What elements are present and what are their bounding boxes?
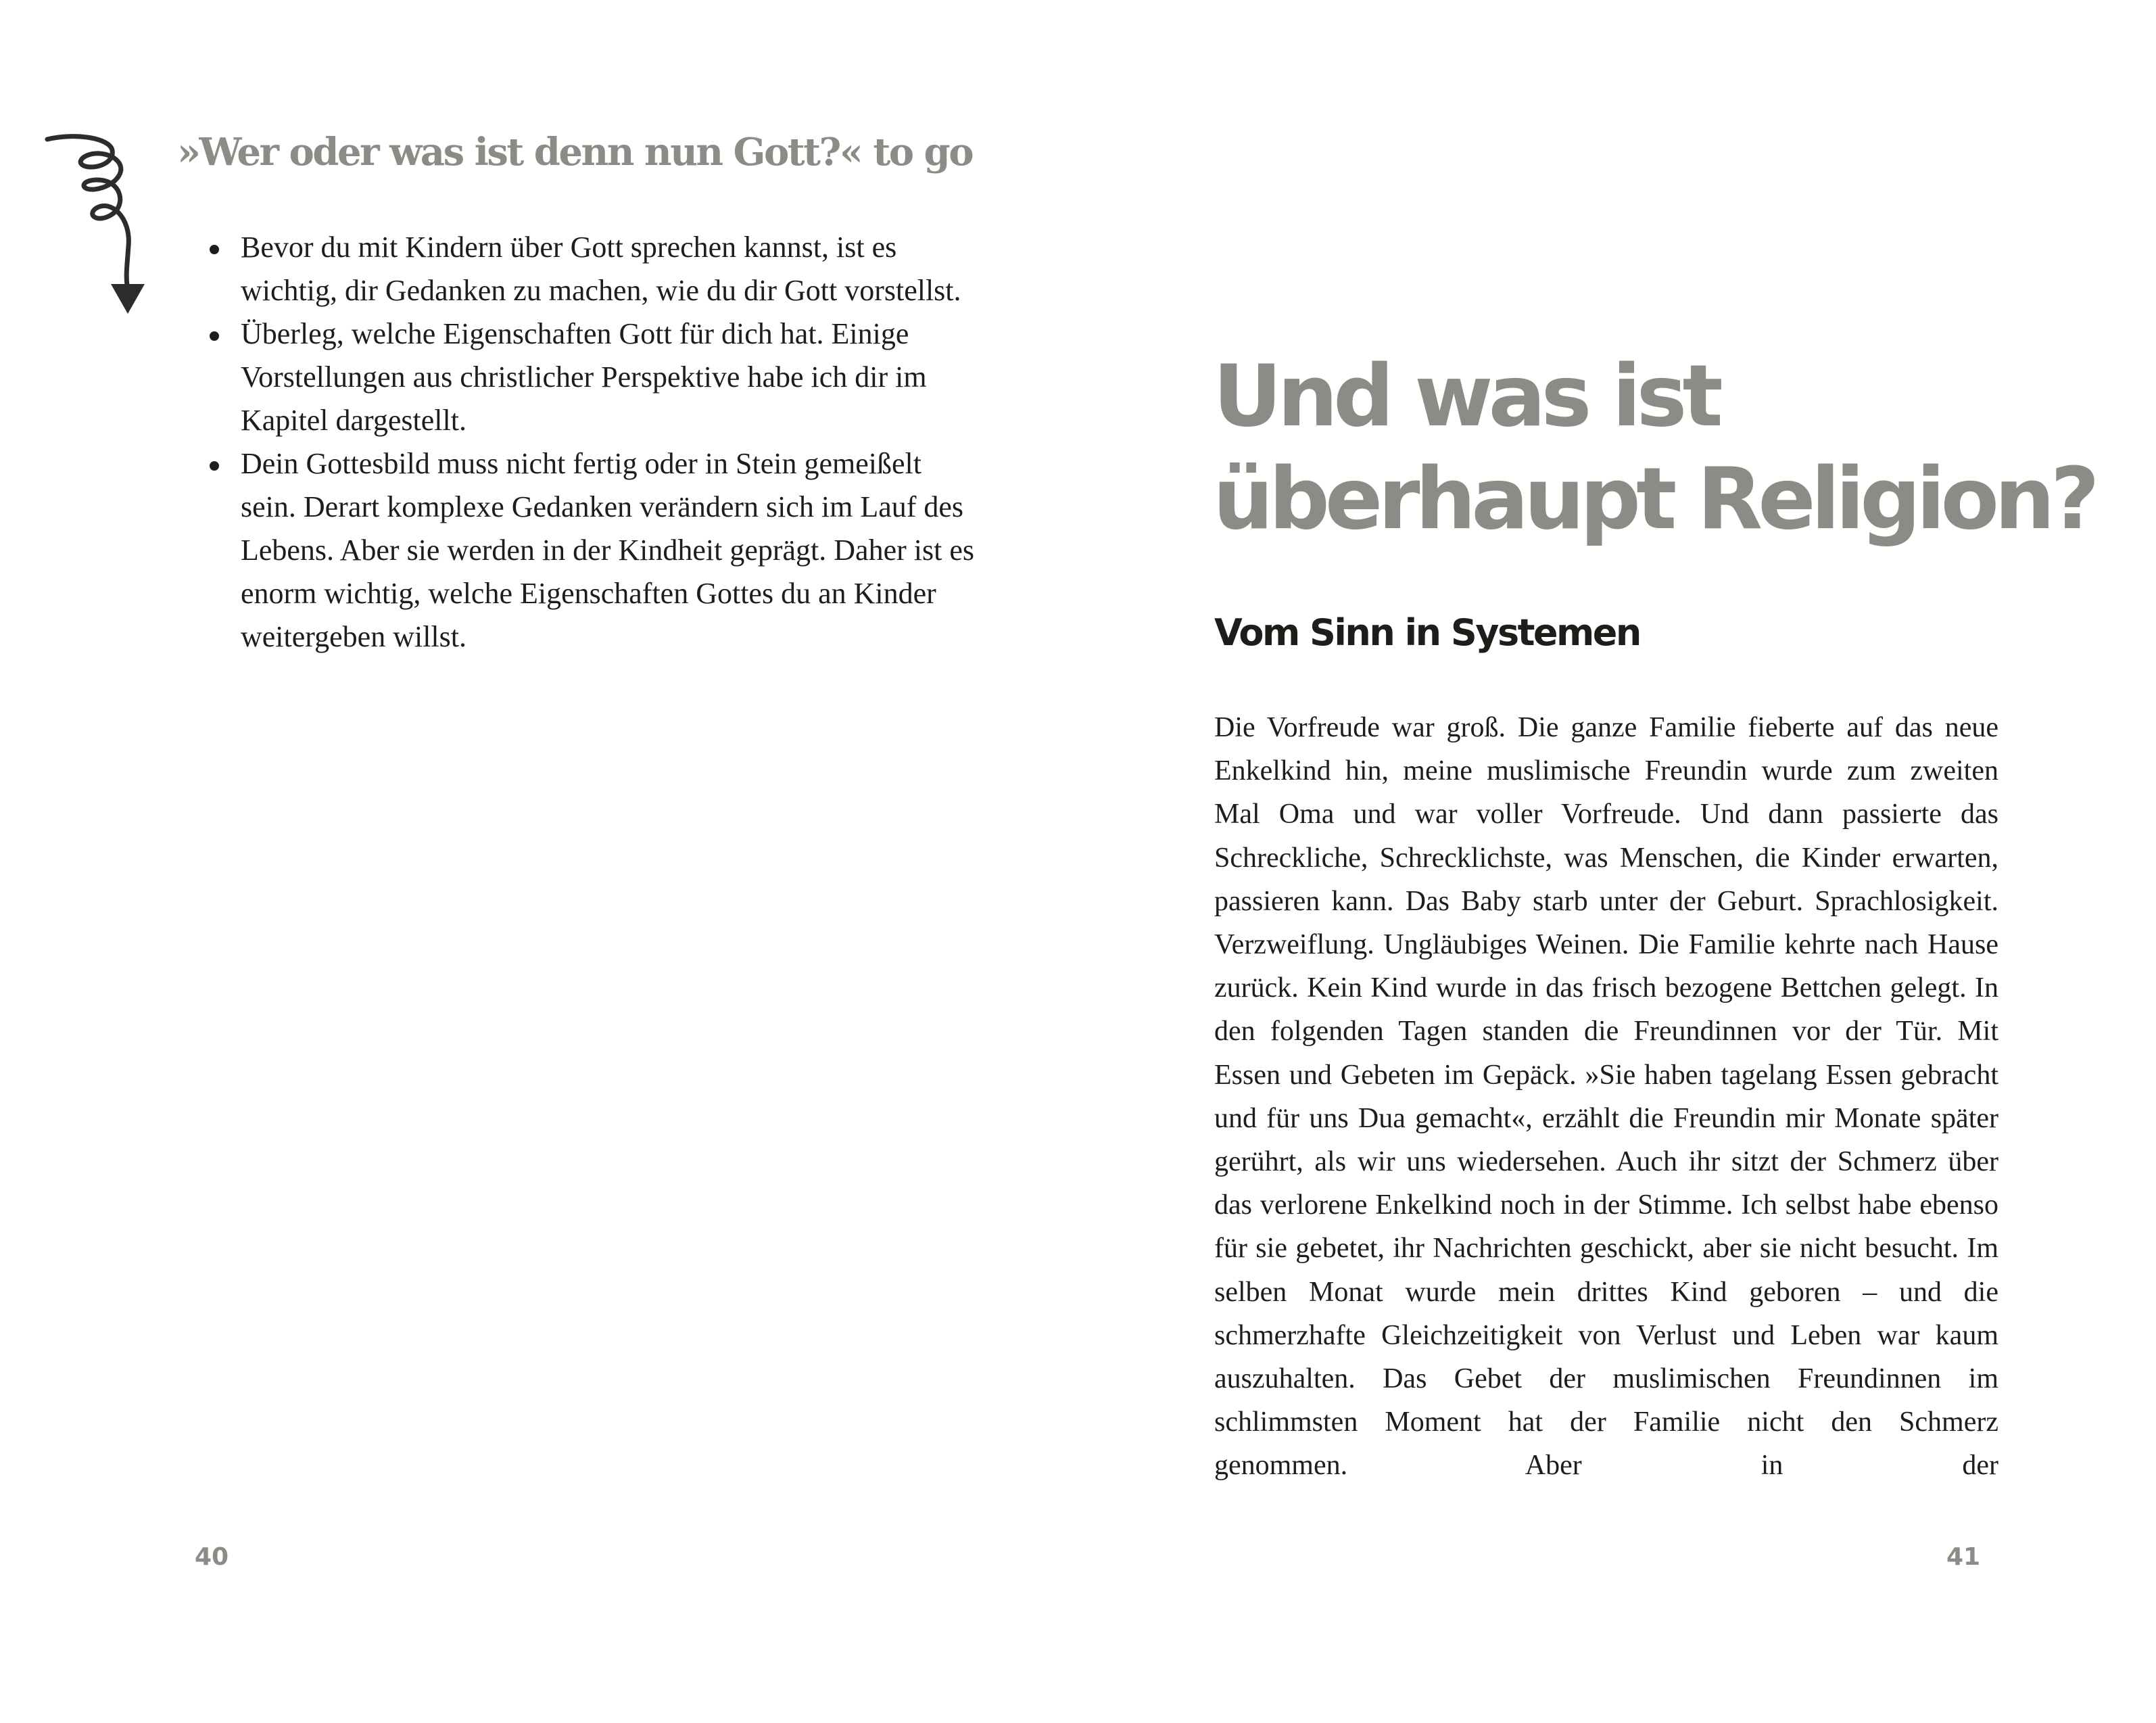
togo-title: »Wer oder was ist denn nun Gott?« to go: [177, 130, 973, 174]
body-paragraph: Die Vorfreude war groß. Die ganze Familie fieberte auf das neue Enkelkind hin, meine muslimische Freundin wurde zum zweiten Mal Oma und war voller Vorfreude. Und dann passierte das Schreckliche, Schrecklichste, was Menschen, die Kinder erwarten, passieren kann. Das Baby starb unter der Geburt. Sprachlosigkeit. Verzweiflung. Ungläubiges Weinen. Die Familie kehrte nach Hause zurück. Kein Kind wurde in das frisch bezogene Bettchen gelegt. In den folgenden Tagen standen die Freundinnen vor der Tür. Mit Essen und Gebeten im Gepäck. »Sie haben tagelang Essen gebracht und für uns Dua gemacht«, erzählt die Freundin mir Monate später gerührt, als wir uns wiedersehen. Auch ihr sitzt der Schmerz über das verlorene Enkelkind noch in der Stimme. Ich selbst habe ebenso für sie gebetet, ihr Nachrichten geschickt, aber sie nicht besucht. Im selben Monat wurde mein drittes Kind geboren – und die schmerzhafte Gleichzeitigkeit von Verlust und Leben war kaum auszuhalten. Das Gebet der muslimischen Freundinnen im schlimmsten Moment hat der Familie nicht den Schmerz genommen. Aber in der: [1214, 712, 1998, 1482]
chapter-title-line: überhaupt Religion?: [1213, 449, 2095, 548]
bullet-item: Bevor du mit Kindern über Gott sprechen kannst, ist es wichtig, dir Gedanken zu machen, wie du dir Gott vorstellst.: [207, 226, 978, 312]
chapter-title-line: Und was ist: [1213, 346, 1719, 446]
squiggle-arrow-icon: [42, 133, 150, 322]
page-number: 41: [1946, 1543, 1981, 1571]
section-title: Vom Sinn in Systemen: [1214, 611, 1640, 654]
chapter-title: [1213, 345, 2095, 550]
bullet-item: Überleg, welche Eigenschaften Gott für dich hat. Einige Vorstellungen aus christlicher Perspektive habe ich dir im Kapitel dargestellt.: [207, 312, 978, 442]
summary-bullet-list: [207, 226, 978, 659]
right-page: [1078, 0, 2155, 1723]
page-number: 40: [195, 1543, 229, 1571]
bullet-item: Dein Gottesbild muss nicht fertig oder in Stein gemeißelt sein. Derart komplexe Gedanken verändern sich im Lauf des Lebens. Aber sie werden in der Kindheit geprägt. Daher ist es enorm wichtig, welche Eigenschaften Gottes du an Kinder weitergeben willst.: [207, 442, 978, 659]
